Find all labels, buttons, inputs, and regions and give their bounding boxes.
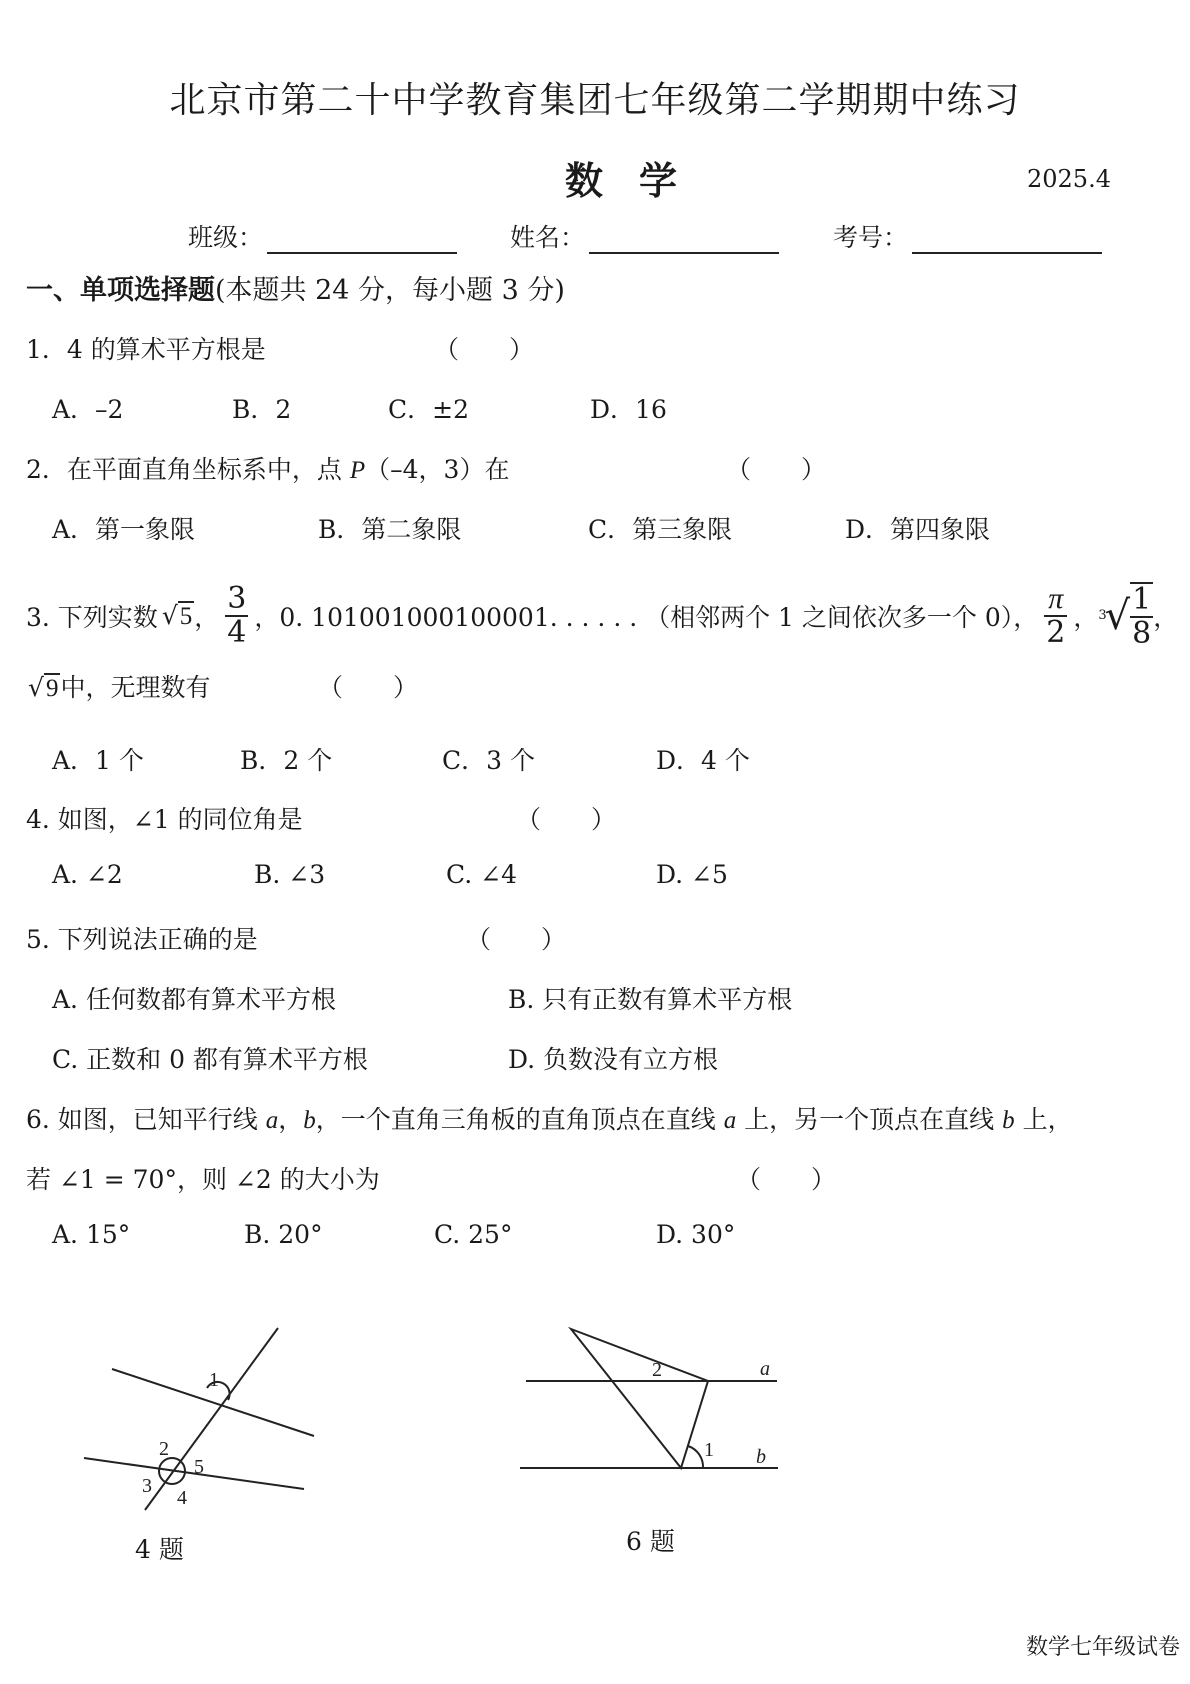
sqrt-9: √9 <box>28 673 59 702</box>
cube-root-index: 3 <box>1098 608 1107 623</box>
question-3 <box>26 582 1178 649</box>
fraction-three-quarters <box>225 583 248 648</box>
question-6-cont: 若 ∠1 = 70°，则 ∠2 的大小为 <box>26 1165 380 1194</box>
fig4-label-1: 1 <box>209 1369 219 1391</box>
q6-option-d[interactable]: D. 30° <box>656 1220 736 1249</box>
q2-option-a[interactable]: A．第一象限 <box>52 515 196 544</box>
cube-root-fraction <box>1130 582 1153 649</box>
class-label: 班级： <box>188 223 264 252</box>
fig6-triangle <box>571 1329 708 1468</box>
q6-var-b: b <box>303 1107 316 1134</box>
question-5: 5. 下列说法正确的是 <box>26 925 258 954</box>
name-blank[interactable] <box>589 228 779 254</box>
figure-4 <box>70 1320 330 1520</box>
sqrt-5-radicand: 5 <box>179 602 193 630</box>
name-label: 姓名： <box>510 223 586 252</box>
section-note: (本题共 24 分，每小题 3 分) <box>215 275 565 306</box>
q4-option-a[interactable]: A. ∠2 <box>52 860 123 889</box>
q3-option-a[interactable]: A．1 个 <box>52 746 144 775</box>
cube-numerator: 1 <box>1132 582 1152 617</box>
q6-option-c[interactable]: C. 25° <box>434 1220 513 1249</box>
q2-point: P <box>349 457 366 484</box>
fig4-label-4: 4 <box>177 1487 187 1509</box>
answer-paren-6[interactable]: （ ） <box>736 1165 837 1194</box>
answer-paren-1[interactable]: （ ） <box>434 335 535 364</box>
sqrt-5: √5 <box>161 600 193 630</box>
fig6-label-2: 2 <box>652 1359 662 1381</box>
answer-paren-4[interactable]: （ ） <box>516 805 617 834</box>
fraction-pi-half <box>1044 583 1067 648</box>
q6-text-4: 上， <box>1014 1105 1073 1134</box>
q6-var-a: a <box>265 1107 279 1134</box>
sqrt-9-radicand: 9 <box>45 675 59 702</box>
q5-option-c[interactable]: C. 正数和 0 都有算术平方根 <box>52 1045 368 1074</box>
q4-option-d[interactable]: D. ∠5 <box>656 860 728 889</box>
fig4-label-3: 3 <box>142 1475 152 1497</box>
q4-option-c[interactable]: C. ∠4 <box>446 860 517 889</box>
page-footer: 数学七年级试卷 <box>1026 1635 1181 1660</box>
q3-comma-2: ， <box>1073 602 1099 632</box>
fig6-label-b: b <box>756 1446 766 1468</box>
fig6-label-1: 1 <box>704 1439 714 1461</box>
question-6 <box>26 1100 1073 1136</box>
q5-option-a[interactable]: A. 任何数都有算术平方根 <box>52 985 336 1014</box>
radical-sign: √ <box>1104 592 1131 639</box>
answer-paren-3[interactable]: （ ） <box>318 673 419 702</box>
figure-4-caption: 4 题 <box>135 1535 184 1564</box>
class-blank[interactable] <box>267 228 457 254</box>
question-1: 1．4 的算术平方根是 <box>26 335 266 364</box>
question-3-cont <box>28 668 210 704</box>
q6-option-a[interactable]: A. 15° <box>52 1220 131 1249</box>
figure-6-caption: 6 题 <box>626 1527 675 1556</box>
q3-comma-3: ， <box>1153 602 1179 632</box>
q2-option-c[interactable]: C．第三象限 <box>588 515 733 544</box>
section-heading <box>26 268 565 307</box>
cube-denominator: 8 <box>1132 615 1152 651</box>
q3-lead: 3. 下列实数 <box>26 602 158 632</box>
cube-root <box>1098 582 1153 649</box>
q3-tail: 中，无理数有 <box>60 673 211 702</box>
q6-option-b[interactable]: B. 20° <box>244 1220 323 1249</box>
q3-option-d[interactable]: D．4 个 <box>656 746 750 775</box>
q2-text-b: （–4，3）在 <box>365 455 510 484</box>
q6-text-3: 上，另一个顶点在直线 <box>736 1105 1003 1134</box>
exam-date: 2025.4 <box>1027 165 1111 193</box>
id-field <box>833 218 1102 254</box>
section-title: 一、单项选择题 <box>26 275 215 306</box>
q1-option-a[interactable]: A．–2 <box>52 395 124 424</box>
pi-denominator: 2 <box>1046 614 1066 650</box>
id-blank[interactable] <box>912 228 1102 254</box>
class-field <box>188 218 457 254</box>
q3-option-b[interactable]: B．2 个 <box>240 746 333 775</box>
q2-text-a: 2．在平面直角坐标系中，点 <box>26 455 350 484</box>
pi-numerator: π <box>1048 582 1064 615</box>
q6-text-1: 6. 如图，已知平行线 <box>26 1105 266 1134</box>
answer-paren-2[interactable]: （ ） <box>726 455 827 484</box>
frac-numerator: 3 <box>227 581 247 616</box>
fig4-label-5: 5 <box>194 1456 204 1478</box>
exam-title: 北京市第二十中学教育集团七年级第二学期期中练习 <box>169 80 1021 121</box>
q6-var-b-2: b <box>1002 1107 1015 1134</box>
q2-option-b[interactable]: B．第二象限 <box>318 515 462 544</box>
question-4: 4. 如图，∠1 的同位角是 <box>26 805 303 834</box>
fig4-label-2: 2 <box>159 1438 169 1460</box>
q3-option-c[interactable]: C．3 个 <box>442 746 535 775</box>
q1-option-b[interactable]: B．2 <box>232 395 292 424</box>
q6-sep: ， <box>278 1105 304 1134</box>
fig6-angle-1-arc <box>688 1446 703 1468</box>
q5-option-b[interactable]: B. 只有正数有算术平方根 <box>508 985 793 1014</box>
question-2 <box>26 450 509 486</box>
figure-6 <box>510 1315 790 1480</box>
frac-denominator: 4 <box>227 614 247 650</box>
q6-var-a-2: a <box>723 1107 737 1134</box>
subject-title: 数学 <box>565 158 714 203</box>
id-label: 考号： <box>833 223 909 252</box>
q1-option-d[interactable]: D．16 <box>590 395 667 424</box>
q4-option-b[interactable]: B. ∠3 <box>254 860 326 889</box>
q3-comma-1: ， <box>194 602 220 632</box>
fig6-label-a: a <box>760 1358 770 1380</box>
q3-decimal: ，0. 101001000100001. . . . . . （相邻两个 1 之间依次多一个 0）， <box>254 602 1039 632</box>
name-field <box>510 218 779 254</box>
q6-text-2: ，一个直角三角板的直角顶点在直线 <box>315 1105 724 1134</box>
q1-option-c[interactable]: C．±2 <box>388 395 469 424</box>
q5-option-d[interactable]: D. 负数没有立方根 <box>508 1045 719 1074</box>
q2-option-d[interactable]: D．第四象限 <box>845 515 991 544</box>
answer-paren-5[interactable]: （ ） <box>466 925 567 954</box>
